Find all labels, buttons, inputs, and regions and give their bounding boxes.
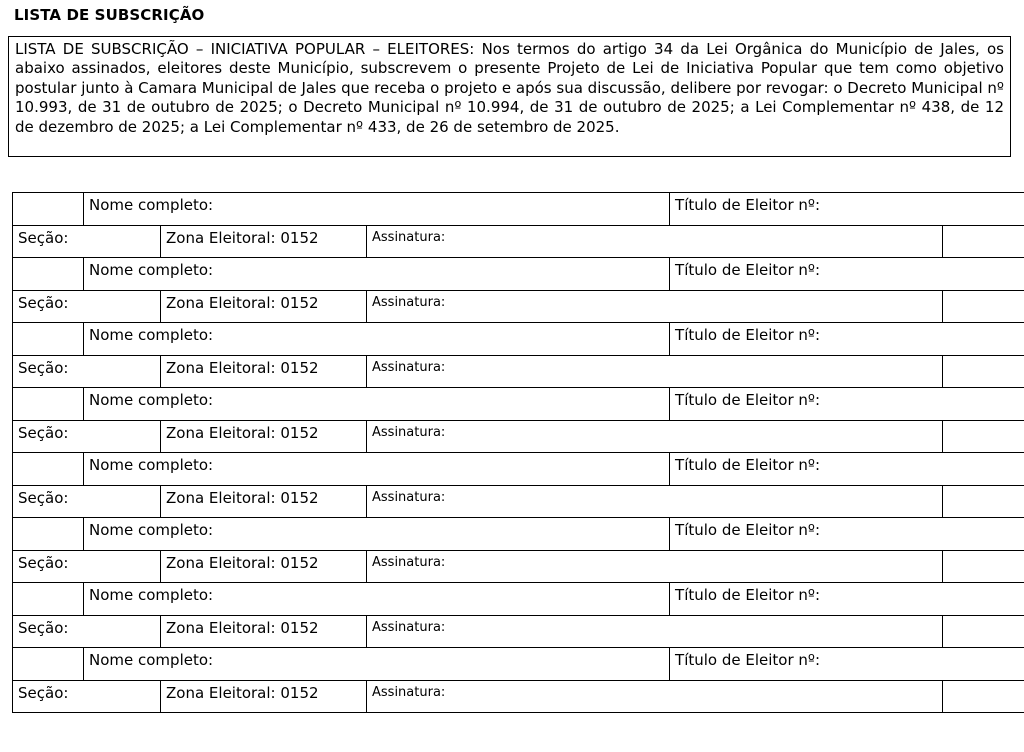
secao-field[interactable]: Seção: [13,290,161,323]
entry-number-cell [13,518,84,551]
zona-eleitoral-field: Zona Eleitoral: 0152 [161,290,367,323]
secao-field[interactable]: Seção: [13,550,161,583]
entry-number-cell [13,258,84,291]
entry-details-row [13,355,1024,388]
entry-number-cell [13,453,84,486]
secao-field[interactable]: Seção: [13,615,161,648]
titulo-eleitor-field[interactable]: Título de Eleitor nº: [670,388,1024,421]
signature-table [12,192,1024,713]
entry-name-row [13,453,1024,486]
secao-field[interactable]: Seção: [13,420,161,453]
nome-completo-field[interactable]: Nome completo: [84,258,670,291]
entry-name-row [13,323,1024,356]
entry-name-row [13,648,1024,681]
entry-details-row [13,680,1024,713]
titulo-eleitor-field[interactable]: Título de Eleitor nº: [670,518,1024,551]
nome-completo-field[interactable]: Nome completo: [84,583,670,616]
titulo-eleitor-field[interactable]: Título de Eleitor nº: [670,453,1024,486]
secao-field[interactable]: Seção: [13,225,161,258]
nome-completo-field[interactable]: Nome completo: [84,193,670,226]
entry-details-row [13,615,1024,648]
intro-text-box: LISTA DE SUBSCRIÇÃO – INICIATIVA POPULAR – ELEITORES: Nos termos do artigo 34 da Lei Orgânica do Município de Jales, os abaixo assinados, eleitores deste Município, subscrevem o presente Projeto de Lei de Iniciativa Popular que tem como objetivo postular junto à Camara Municipal de Jales que receba o projeto e após sua discussão, delibere por revogar: o Decreto Municipal nº 10.993, de 31 de outubro de 2025; o Decreto Municipal nº 10.994, de 31 de outubro de 2025; a Lei Complementar nº 438, de 12 de dezembro de 2025; a Lei Complementar nº 433, de 26 de setembro de 2025. [8,36,1011,157]
secao-field[interactable]: Seção: [13,680,161,713]
nome-completo-field[interactable]: Nome completo: [84,323,670,356]
assinatura-field[interactable]: Assinatura: [367,615,943,648]
entry-name-row [13,193,1024,226]
extra-cell [943,615,1024,648]
document-title: LISTA DE SUBSCRIÇÃO [14,6,205,24]
zona-eleitoral-field: Zona Eleitoral: 0152 [161,485,367,518]
assinatura-field[interactable]: Assinatura: [367,485,943,518]
nome-completo-field[interactable]: Nome completo: [84,453,670,486]
zona-eleitoral-field: Zona Eleitoral: 0152 [161,680,367,713]
nome-completo-field[interactable]: Nome completo: [84,388,670,421]
zona-eleitoral-field: Zona Eleitoral: 0152 [161,550,367,583]
nome-completo-field[interactable]: Nome completo: [84,518,670,551]
zona-eleitoral-field: Zona Eleitoral: 0152 [161,420,367,453]
extra-cell [943,355,1024,388]
entry-number-cell [13,193,84,226]
assinatura-field[interactable]: Assinatura: [367,420,943,453]
assinatura-field[interactable]: Assinatura: [367,290,943,323]
zona-eleitoral-field: Zona Eleitoral: 0152 [161,355,367,388]
extra-cell [943,225,1024,258]
assinatura-field[interactable]: Assinatura: [367,550,943,583]
extra-cell [943,550,1024,583]
extra-cell [943,485,1024,518]
titulo-eleitor-field[interactable]: Título de Eleitor nº: [670,258,1024,291]
titulo-eleitor-field[interactable]: Título de Eleitor nº: [670,648,1024,681]
nome-completo-field[interactable]: Nome completo: [84,648,670,681]
entry-details-row [13,550,1024,583]
entry-number-cell [13,323,84,356]
titulo-eleitor-field[interactable]: Título de Eleitor nº: [670,583,1024,616]
assinatura-field[interactable]: Assinatura: [367,225,943,258]
secao-field[interactable]: Seção: [13,485,161,518]
titulo-eleitor-field[interactable]: Título de Eleitor nº: [670,323,1024,356]
entry-details-row [13,485,1024,518]
extra-cell [943,290,1024,323]
entry-number-cell [13,583,84,616]
assinatura-field[interactable]: Assinatura: [367,355,943,388]
secao-field[interactable]: Seção: [13,355,161,388]
entry-name-row [13,518,1024,551]
entry-number-cell [13,648,84,681]
extra-cell [943,420,1024,453]
extra-cell [943,680,1024,713]
signature-table-body [13,193,1024,713]
entry-details-row [13,225,1024,258]
entry-name-row [13,388,1024,421]
entry-number-cell [13,388,84,421]
zona-eleitoral-field: Zona Eleitoral: 0152 [161,615,367,648]
entry-name-row [13,258,1024,291]
zona-eleitoral-field: Zona Eleitoral: 0152 [161,225,367,258]
titulo-eleitor-field[interactable]: Título de Eleitor nº: [670,193,1024,226]
entry-details-row [13,290,1024,323]
entry-details-row [13,420,1024,453]
entry-name-row [13,583,1024,616]
assinatura-field[interactable]: Assinatura: [367,680,943,713]
